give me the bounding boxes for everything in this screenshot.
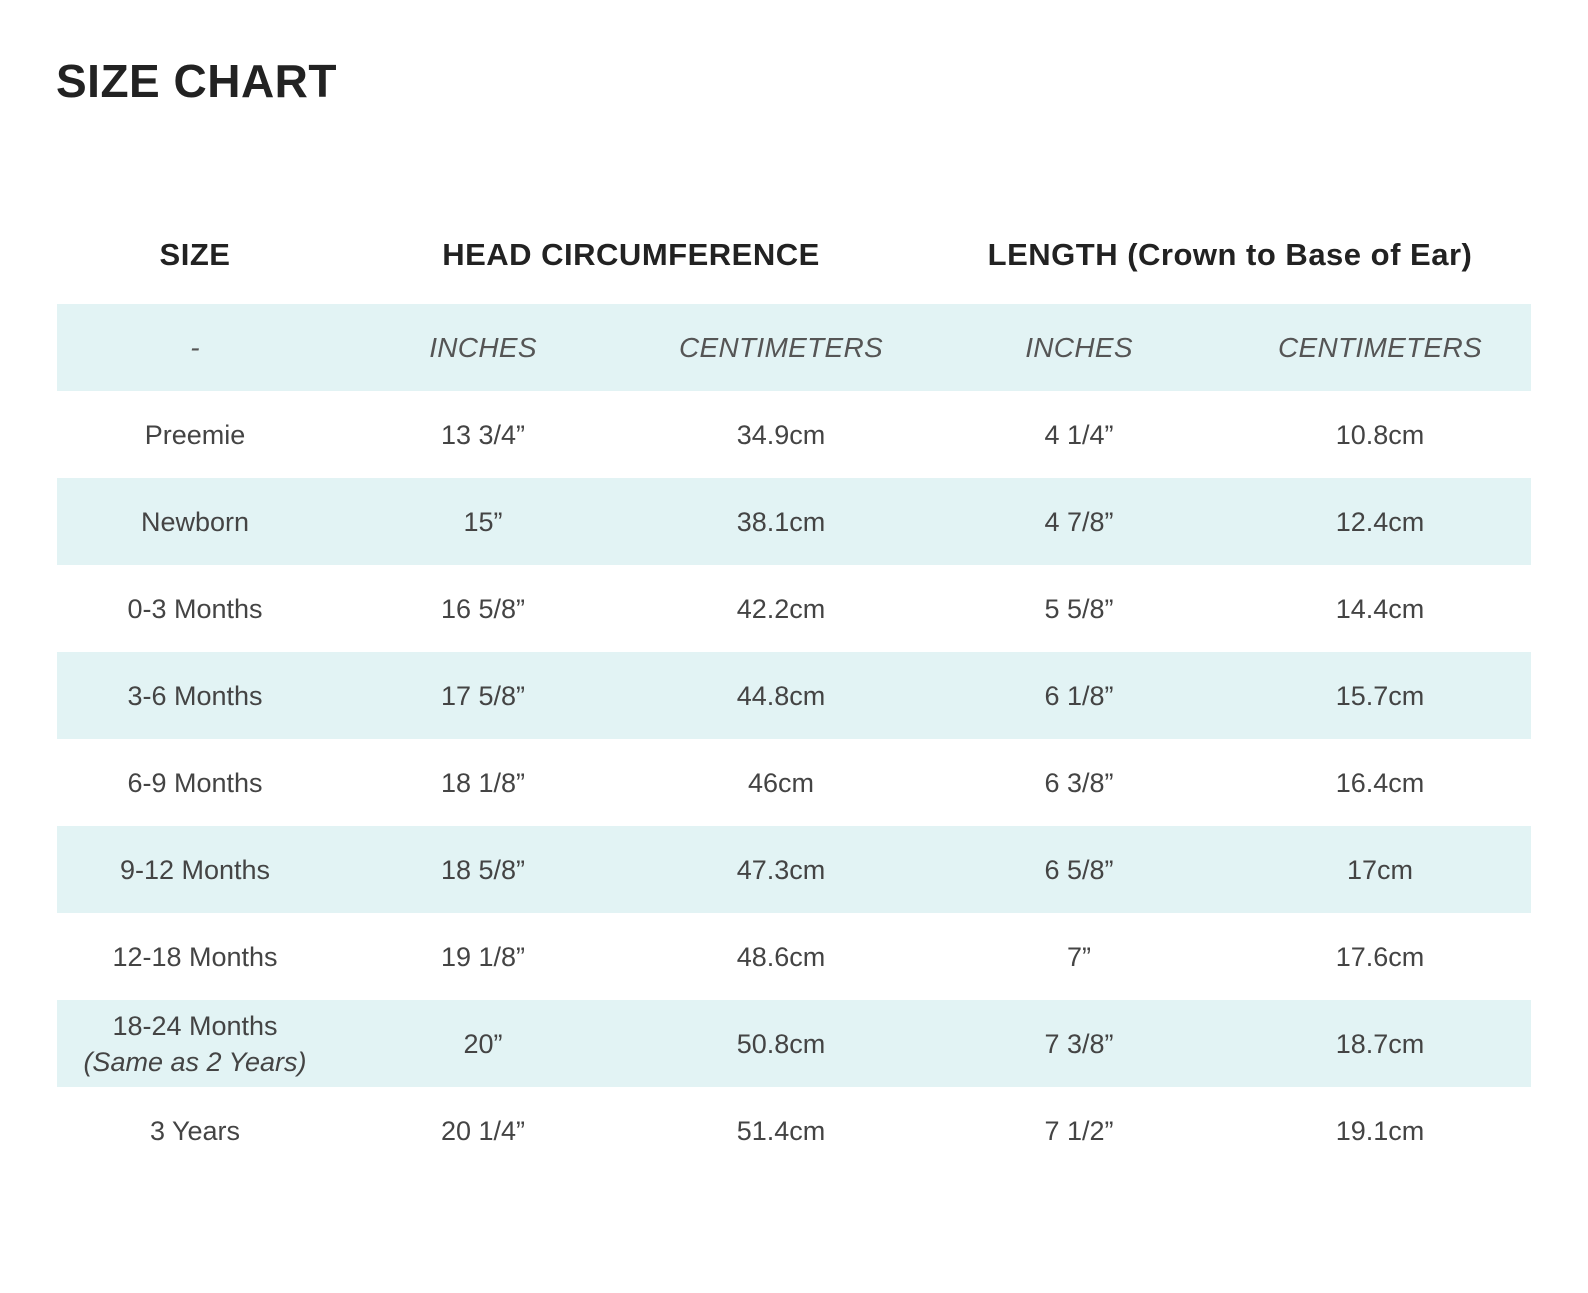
table-row [57, 391, 1531, 478]
unit-subheader-row [57, 304, 1531, 391]
size-label: 6-9 Months [127, 767, 263, 798]
length-inches-cell: 6 3/8” [1044, 767, 1114, 798]
head-centimeters-cell: 44.8cm [736, 680, 826, 711]
length-centimeters-cell: 15.7cm [1335, 680, 1425, 711]
table-row [57, 478, 1531, 565]
subheader-head-inches: INCHES [429, 331, 537, 363]
table-row [57, 826, 1531, 913]
table-row [57, 652, 1531, 739]
length-centimeters-cell: 17cm [1346, 854, 1414, 885]
length-centimeters-cell: 10.8cm [1335, 419, 1425, 450]
head-centimeters-cell: 48.6cm [736, 941, 826, 972]
head-centimeters-cell: 42.2cm [736, 593, 826, 624]
size-label: 9-12 Months [119, 854, 271, 885]
size-label: 0-3 Months [127, 593, 263, 624]
size-cell [57, 1008, 333, 1080]
table-row [57, 913, 1531, 1000]
subheader-size: - [190, 331, 200, 363]
size-cell [57, 1113, 333, 1149]
length-inches-cell: 4 1/4” [1044, 419, 1114, 450]
size-cell [57, 504, 333, 540]
head-inches-cell: 16 5/8” [440, 593, 526, 624]
length-header: LENGTH (Crown to Base of Ear) [987, 237, 1473, 272]
length-centimeters-cell: 16.4cm [1335, 767, 1425, 798]
size-label: 18-24 Months [112, 1010, 278, 1041]
table-row [57, 739, 1531, 826]
head-inches-cell: 17 5/8” [440, 680, 526, 711]
size-cell [57, 765, 333, 801]
size-label: 12-18 Months [112, 941, 278, 972]
length-centimeters-cell: 18.7cm [1335, 1028, 1425, 1059]
size-label: Preemie [144, 419, 246, 450]
table-row [57, 1087, 1531, 1174]
size-cell [57, 591, 333, 627]
length-centimeters-cell: 12.4cm [1335, 506, 1425, 537]
table-row [57, 565, 1531, 652]
head-inches-cell: 20 1/4” [440, 1115, 526, 1146]
head-centimeters-cell: 47.3cm [736, 854, 826, 885]
head-centimeters-cell: 38.1cm [736, 506, 826, 537]
table-row [57, 1000, 1531, 1087]
head-centimeters-cell: 34.9cm [736, 419, 826, 450]
size-cell [57, 939, 333, 975]
size-cell [57, 852, 333, 888]
length-centimeters-cell: 19.1cm [1335, 1115, 1425, 1146]
head-inches-cell: 20” [463, 1028, 503, 1059]
head-centimeters-cell: 46cm [747, 767, 815, 798]
length-centimeters-cell: 17.6cm [1335, 941, 1425, 972]
size-column-header: SIZE [159, 237, 231, 272]
head-circumference-header: HEAD CIRCUMFERENCE [442, 237, 820, 272]
head-inches-cell: 15” [463, 506, 503, 537]
size-cell [57, 678, 333, 714]
subheader-length-centimeters: CENTIMETERS [1278, 331, 1482, 363]
size-label: 3-6 Months [127, 680, 263, 711]
size-label: 3 Years [149, 1115, 241, 1146]
head-centimeters-cell: 51.4cm [736, 1115, 826, 1146]
length-inches-cell: 7 1/2” [1044, 1115, 1114, 1146]
head-centimeters-cell: 50.8cm [736, 1028, 826, 1059]
size-label: Newborn [140, 506, 250, 537]
size-chart-table [57, 218, 1531, 1174]
length-inches-cell: 4 7/8” [1044, 506, 1114, 537]
table-body [57, 391, 1531, 1174]
head-inches-cell: 18 1/8” [440, 767, 526, 798]
head-inches-cell: 19 1/8” [440, 941, 526, 972]
length-inches-cell: 7 3/8” [1044, 1028, 1114, 1059]
group-header-row [57, 218, 1531, 304]
size-cell [57, 417, 333, 453]
subheader-head-centimeters: CENTIMETERS [679, 331, 883, 363]
size-note: (Same as 2 Years) [83, 1046, 307, 1077]
page-title: SIZE CHART [56, 55, 337, 107]
head-inches-cell: 13 3/4” [440, 419, 526, 450]
head-inches-cell: 18 5/8” [440, 854, 526, 885]
length-inches-cell: 5 5/8” [1044, 593, 1114, 624]
length-centimeters-cell: 14.4cm [1335, 593, 1425, 624]
length-inches-cell: 6 5/8” [1044, 854, 1114, 885]
length-inches-cell: 7” [1066, 941, 1091, 972]
subheader-length-inches: INCHES [1025, 331, 1133, 363]
length-inches-cell: 6 1/8” [1044, 680, 1114, 711]
